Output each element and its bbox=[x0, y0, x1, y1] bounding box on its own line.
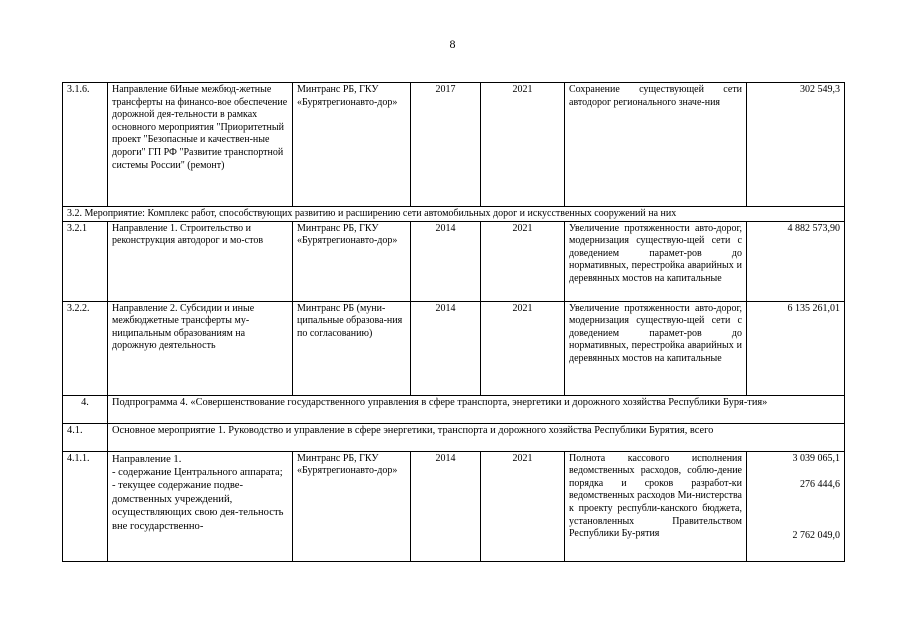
row-end-year: 2021 bbox=[481, 83, 565, 207]
row-start-year: 2014 bbox=[411, 301, 481, 395]
page-number: 8 bbox=[449, 37, 456, 51]
row-executor: Минтранс РБ, ГКУ «Бурятрегионавто-дор» bbox=[293, 83, 411, 207]
section-title: 3.2. Мероприятие: Комплекс работ, способствующих развитию и расширению сети автомобильных дорог и искусственных сооружений на них bbox=[63, 207, 845, 222]
row-code: 3.2.2. bbox=[63, 301, 108, 395]
row-result: Увеличение протяженности авто-дорог, модернизация существую-щей сети с доведением парамет-ров до нормативных, перестройка аварийных и деревянных мостов на капитальные bbox=[565, 301, 747, 395]
amount-central-apparatus: 276 444,6 bbox=[800, 479, 840, 491]
subprogram-code: 4. bbox=[63, 395, 108, 423]
row-result: Сохранение существующей сети автодорог регионального значе-ния bbox=[565, 83, 747, 207]
row-end-year: 2021 bbox=[481, 451, 565, 561]
table-row-3-2-1 bbox=[63, 221, 845, 301]
row-amount: 4 882 573,90 bbox=[747, 221, 845, 301]
table-row-3-2-2 bbox=[63, 301, 845, 395]
row-executor: Минтранс РБ, ГКУ «Бурятрегионавто-дор» bbox=[293, 221, 411, 301]
subprogram-title: Подпрограмма 4. «Совершенствование государственного управления в сфере транспорта, энергетики и дорожного хозяйства Республики Буря-тия» bbox=[108, 395, 845, 423]
row-result: Увеличение протяженности авто-дорог, модернизация существую-щей сети с доведением парамет-ров до нормативных, перестройка аварийных и деревянных мостов на капитальные bbox=[565, 221, 747, 301]
amount-total: 3 039 065,1 bbox=[792, 452, 840, 464]
row-amount: 302 549,3 bbox=[747, 83, 845, 207]
row-direction: Направление 2. Субсидии и иные межбюджетные трансферты му-ниципальным образованиям на дорожную деятельность bbox=[108, 301, 293, 395]
row-direction: Направление 1. - содержание Центрального аппарата; - текущее содержание подве-домственных учреждений, осуществляющих свою дея-тельность вне государственно- bbox=[108, 451, 293, 561]
row-result: Полнота кассового исполнения ведомственных расходов, соблю-дение порядка и сроков разработ-ки ведомственных расходов Ми-нистерства к проекту республи-канского бюджета, установленных Правительством Республики Бу-рятия bbox=[565, 451, 747, 561]
row-code: 3.1.6. bbox=[63, 83, 108, 207]
main-activity-title: Основное мероприятие 1. Руководство и управление в сфере энергетики, транспорта и дорожного хозяйства Республики Бурятия, всего bbox=[108, 423, 845, 451]
subprogram-row-4 bbox=[63, 395, 845, 423]
row-direction: Направление 1. Строительство и реконструкция автодорог и мо-стов bbox=[108, 221, 293, 301]
row-start-year: 2014 bbox=[411, 451, 481, 561]
row-executor: Минтранс РБ, ГКУ «Бурятрегионавто-дор» bbox=[293, 451, 411, 561]
row-end-year: 2021 bbox=[481, 301, 565, 395]
main-activity-code: 4.1. bbox=[63, 423, 108, 451]
program-table bbox=[62, 82, 845, 562]
main-activity-row-4-1 bbox=[63, 423, 845, 451]
table-row-3-1-6 bbox=[63, 83, 845, 207]
row-executor: Минтранс РБ (муни-ципальные образова-ния по согласованию) bbox=[293, 301, 411, 395]
row-code: 4.1.1. bbox=[63, 451, 108, 561]
section-row-3-2 bbox=[63, 207, 845, 222]
amount-subordinate-institutions: 2 762 049,0 bbox=[792, 529, 840, 541]
row-start-year: 2017 bbox=[411, 83, 481, 207]
row-direction: Направление 6Иные межбюд-жетные трансферты на финансо-вое обеспечение дорожной дея-тельности в рамках основного мероприятия "Приоритетный проект "Безопасные и качествен-ные дороги" ГП РФ "Развитие транспортной системы России" (ремонт) bbox=[108, 83, 293, 207]
row-amounts bbox=[747, 451, 845, 561]
row-amount: 6 135 261,01 bbox=[747, 301, 845, 395]
row-end-year: 2021 bbox=[481, 221, 565, 301]
row-start-year: 2014 bbox=[411, 221, 481, 301]
table-row-4-1-1 bbox=[63, 451, 845, 561]
row-code: 3.2.1 bbox=[63, 221, 108, 301]
